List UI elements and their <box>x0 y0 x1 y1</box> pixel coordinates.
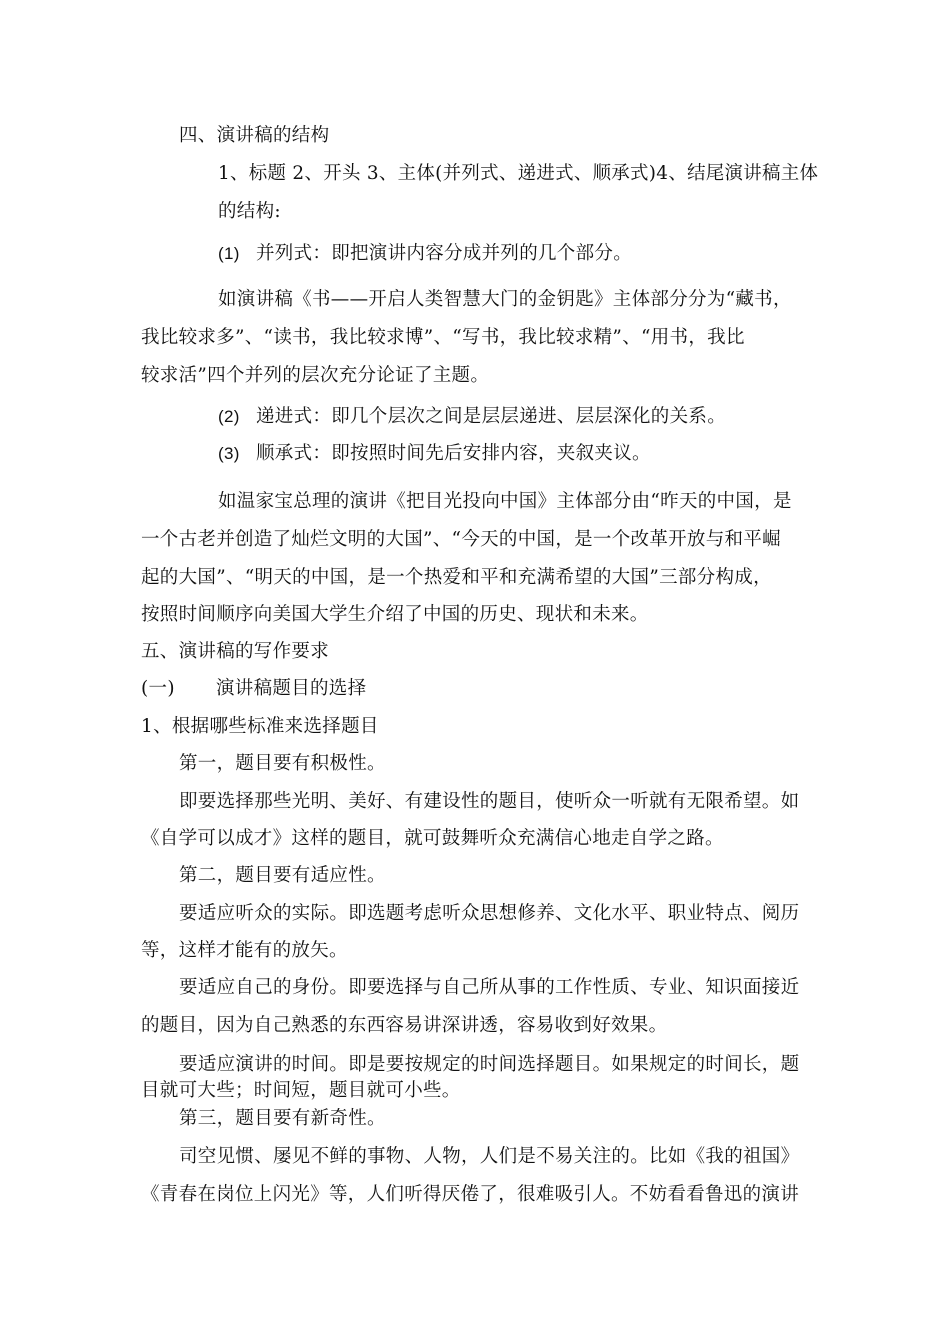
list-item-3-text: 顺承式：即按照时间先后安排内容，夹叙夹议。 <box>256 443 651 464</box>
list-item-1 <box>218 242 632 266</box>
point-1-line-2: 《自学可以成才》这样的题目，就可鼓舞听众充满信心地走自学之路。 <box>141 828 724 849</box>
list-item-1-text: 并列式：即把演讲内容分成并列的几个部分。 <box>256 243 633 264</box>
point-1-line-1: 即要选择那些光明、美好、有建设性的题目，使听众一听就有无限希望。如 <box>179 791 800 812</box>
subsection-1-heading <box>141 677 366 701</box>
structure-list-line-1: 1、标题 2、开头 3、主体(并列式、递进式、顺承式)4、结尾演讲稿主体 <box>218 163 819 184</box>
list-item-2 <box>218 405 726 429</box>
point-3-title: 第三，题目要有新奇性。 <box>179 1108 386 1129</box>
list-item-3 <box>218 442 651 466</box>
example-1-line-1: 如演讲稿《书——开启人类智慧大门的金钥匙》主体部分分为“藏书， <box>218 289 792 310</box>
point-2-title: 第二，题目要有适应性。 <box>179 865 386 886</box>
example-2-line-2: 一个古老并创造了灿烂文明的大国”、“今天的中国，是一个改革开放与和平崛 <box>141 529 781 550</box>
point-2a-line-2: 等，这样才能有的放矢。 <box>141 940 348 961</box>
subsection-1-number: (一) <box>141 678 175 699</box>
example-1-line-3: 较求活”四个并列的层次充分论证了主题。 <box>141 365 490 386</box>
question-1-heading: 1、根据哪些标准来选择题目 <box>141 716 379 737</box>
subsection-1-text: 演讲稿题目的选择 <box>216 678 367 699</box>
list-item-3-number: (3) <box>218 444 240 463</box>
point-3-line-1: 司空见惯、屡见不鲜的事物、人物，人们是不易关注的。比如《我的祖国》 <box>179 1146 800 1167</box>
section-five-heading: 五、演讲稿的写作要求 <box>141 641 330 662</box>
list-item-2-number: (2) <box>218 407 240 426</box>
example-2-line-3: 起的大国”、“明天的中国，是一个热爱和平和充满希望的大国”三部分构成， <box>141 567 772 588</box>
point-2b-line-1: 要适应自己的身份。即要选择与自己所从事的工作性质、专业、知识面接近 <box>179 977 800 998</box>
point-2c-line-2: 目就可大些；时间短，题目就可小些。 <box>141 1080 461 1101</box>
point-2a-line-1: 要适应听众的实际。即选题考虑听众思想修养、文化水平、职业特点、阅历 <box>179 903 800 924</box>
list-item-2-text: 递进式：即几个层次之间是层层递进、层层深化的关系。 <box>256 406 727 427</box>
example-2-line-4: 按照时间顺序向美国大学生介绍了中国的历史、现状和未来。 <box>141 604 649 625</box>
example-1-line-2: 我比较求多”、“读书，我比较求博”、“写书，我比较求精”、“用书，我比 <box>141 327 745 348</box>
structure-list-line-2: 的结构: <box>218 201 281 222</box>
section-four-heading: 四、演讲稿的结构 <box>179 125 330 146</box>
point-1-title: 第一，题目要有积极性。 <box>179 753 386 774</box>
point-2c-line-1: 要适应演讲的时间。即是要按规定的时间选择题目。如果规定的时间长，题 <box>179 1054 800 1075</box>
point-2b-line-2: 的题目，因为自己熟悉的东西容易讲深讲透，容易收到好效果。 <box>141 1015 668 1036</box>
point-3-line-2: 《青春在岗位上闪光》等，人们听得厌倦了，很难吸引人。不妨看看鲁迅的演讲 <box>141 1184 800 1205</box>
example-2-line-1: 如温家宝总理的演讲《把目光投向中国》主体部分由“昨天的中国，是 <box>218 491 792 512</box>
list-item-1-number: (1) <box>218 244 240 263</box>
